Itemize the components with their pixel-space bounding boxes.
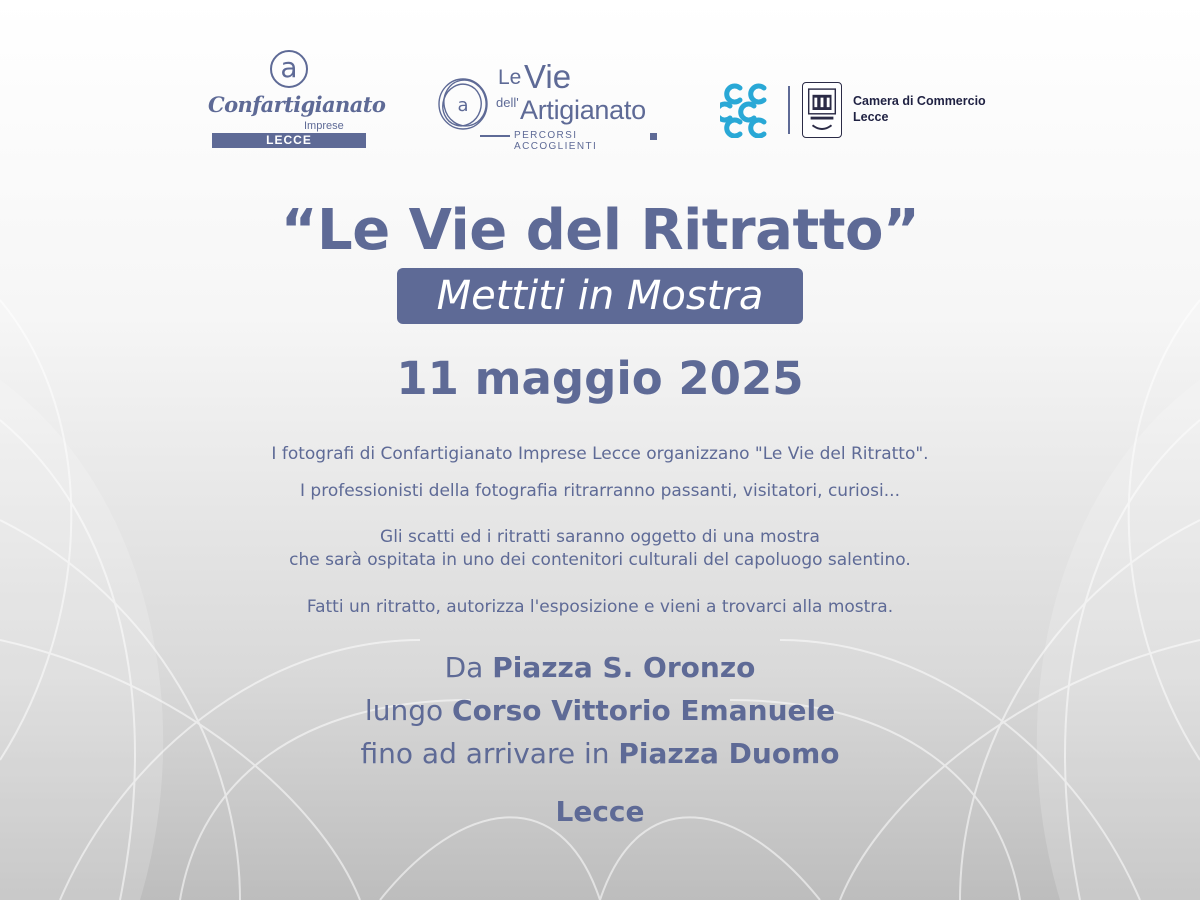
vie-le-text: Le (498, 66, 522, 89)
route-place: Piazza Duomo (618, 737, 840, 770)
route-prefix: fino ad arrivare in (360, 737, 610, 770)
vie-dell-text: dell' (496, 95, 519, 110)
camera-commercio-mark-icon (720, 80, 776, 138)
route-line-middle (0, 693, 1200, 729)
camera-commercio-logo (720, 80, 990, 140)
description-line: I professionisti della fotografia ritrarranno passanti, visitatori, curiosi... (300, 481, 900, 501)
confartigianato-logo (208, 50, 386, 150)
camera-commercio-divider (788, 86, 790, 134)
subtitle-banner: Mettiti in Mostra (397, 268, 803, 324)
camera-commercio-name: Camera di Commercio (853, 94, 986, 108)
vie-artigianato-logo (428, 58, 663, 152)
city-emblem-icon (802, 82, 842, 138)
route-place: Piazza S. Oronzo (492, 651, 756, 684)
description-line: che sarà ospitata in uno dei contenitori culturali del capoluogo salentino. (289, 550, 911, 570)
confartigianato-imprese: Imprese (304, 120, 344, 132)
route-place: Corso Vittorio Emanuele (452, 694, 836, 727)
vie-vie-text: Vie (524, 58, 572, 95)
svg-text:a: a (457, 95, 469, 116)
description-line: I fotografi di Confartigianato Imprese Lecce organizzano "Le Vie del Ritratto". (271, 444, 929, 464)
route-prefix: lungo (364, 694, 444, 727)
route-prefix: Da (444, 651, 484, 684)
vie-tagline-square (650, 133, 657, 140)
camera-commercio-city: Lecce (853, 110, 889, 124)
vie-tagline-line (480, 135, 510, 137)
event-city: Lecce (555, 795, 645, 828)
event-title: “Le Vie del Ritratto” (280, 198, 920, 263)
a-circle-icon: a (270, 50, 308, 88)
route-line-start (0, 650, 1200, 686)
swirl-a-icon (436, 72, 490, 132)
route-line-end (0, 736, 1200, 772)
description-line: Gli scatti ed i ritratti saranno oggetto di una mostra (380, 527, 820, 547)
vie-artigianato-text: Artigianato (520, 95, 646, 125)
description-line: Fatti un ritratto, autorizza l'esposizione e vieni a trovarci alla mostra. (306, 597, 894, 617)
vie-tagline: PERCORSI ACCOGLIENTI (514, 130, 598, 152)
event-date: 11 maggio 2025 (396, 352, 804, 405)
confartigianato-name: Confartigianato (208, 92, 386, 117)
vie-tagline-bar (480, 130, 660, 152)
confartigianato-city-bar: LECCE (212, 133, 366, 148)
